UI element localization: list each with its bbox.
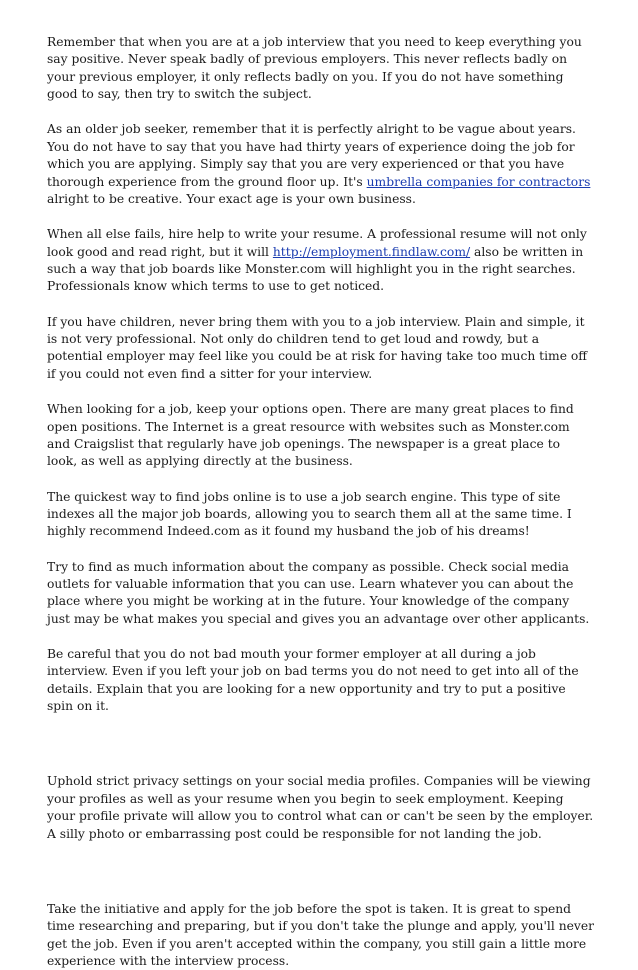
paragraph-resume-help: [47, 226, 594, 296]
blank-spacer: [47, 861, 594, 901]
paragraph-job-search-engine: The quickest way to find jobs online is to use a job search engine. This type of site indexes all the major job boards, allowing you to search them all at the same time. I highly recommend Indeed.com as it found my husband the job of his dreams!: [47, 489, 572, 539]
paragraph-options-open: When looking for a job, keep your options open. There are many great places to find open positions. The Internet is a great resource with websites such as Monster.com and Craigslist that regularly have job openings. The newspaper is a great place to look, as well as applying directly at the business.: [47, 402, 574, 469]
paragraph-former-employer: Be careful that you do not bad mouth your former employer at all during a job interview. Even if you left your job on bad terms you do not need to get into all of the details. Explain that you are looking for a new opportunity and try to put a positive spin on it.: [47, 646, 579, 714]
paragraph-take-initiative: Take the initiative and apply for the job before the spot is taken. It is great to spend time researching and preparing, but if you don't take the plunge and apply, you'll never get the job. Even if you aren't accepted within the company, you still gain a little more experience with the interview process.: [47, 901, 594, 969]
umbrella-companies-link[interactable]: umbrella companies for contractors: [366, 174, 591, 189]
paragraph-text: alright to be creative. Your exact age is your own business.: [47, 192, 416, 207]
paragraph-text: As an older job seeker, remember that it is perfectly alright to be vague about years. You do not have to say that you have had thirty years of experience doing the job for which you are applying. Simply say that you are very experienced or that you have thorough experience from the ground floor up. It's: [47, 122, 576, 189]
paragraph-older-job-seeker: [47, 121, 594, 208]
paragraph-children: If you have children, never bring them with you to a job interview. Plain and simple, it is not very professional. Not only do children tend to get loud and rowdy, but a potential employer may feel like you could be at risk for having take too much time off if you could not even find a sitter for your interview.: [47, 314, 588, 381]
findlaw-link[interactable]: http://employment.findlaw.com/: [272, 244, 471, 259]
paragraph-company-research: Try to find as much information about the company as possible. Check social media outlets for valuable information that you can use. Learn whatever you can about the place where you might be working at in the future. Your knowledge of the company just may be what makes you special and gives you an advantage over other applicants.: [47, 559, 590, 626]
paragraph-text: also be written in such a way that job boards like Monster.com will highlight you in the right searches. Professionals know which terms to use to get noticed.: [47, 244, 584, 294]
paragraph-text: When all else fails, hire help to write your resume. A professional resume will not only look good and read right, but it will: [47, 227, 587, 259]
paragraph-positive-interview: Remember that when you are at a job interview that you need to keep everything you say positive. Never speak badly of previous employers. This never reflects badly on your previous employer, it only reflects badly on you. If you do not have something good to say, then try to switch the subject.: [47, 35, 582, 102]
blank-spacer: [47, 733, 594, 773]
paragraph-privacy-settings: Uphold strict privacy settings on your social media profiles. Companies will be viewing your profiles as well as your resume when you begin to seek employment. Keeping your profile private will allow you to control what can or can't be seen by the employer. A silly photo or embarrassing post could be responsible for not landing the job.: [47, 774, 594, 841]
